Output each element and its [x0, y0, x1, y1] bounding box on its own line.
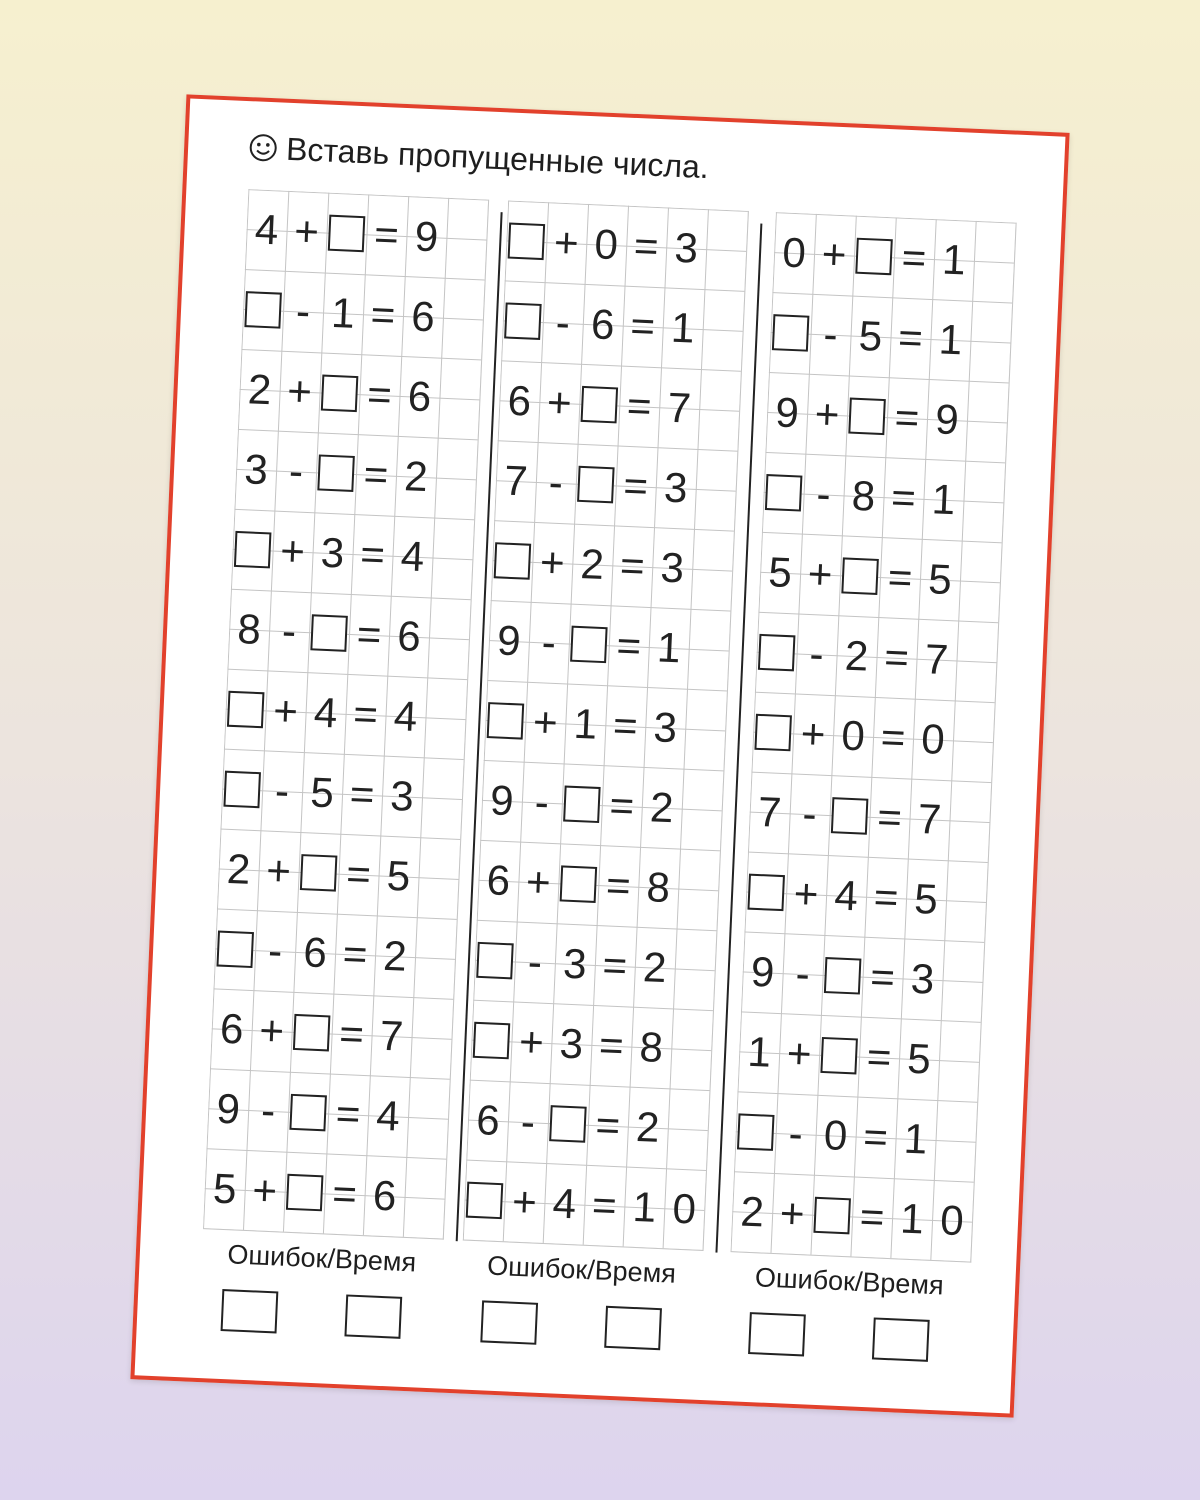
answer-box[interactable]	[568, 624, 610, 666]
equation-row	[221, 766, 463, 820]
operator-symbol: =	[615, 621, 643, 670]
equation-row	[745, 869, 987, 923]
operator-symbol: =	[619, 541, 646, 590]
number-digit: 2	[649, 783, 675, 832]
answer-box[interactable]	[291, 1012, 333, 1054]
operator-symbol: +	[792, 869, 820, 918]
number-digit: 4	[392, 691, 419, 740]
number-digit: 1	[670, 303, 696, 352]
blank-square[interactable]	[289, 1094, 327, 1132]
operator-symbol: -	[274, 766, 291, 815]
number-digit: 3	[319, 528, 346, 577]
operator-symbol: +	[272, 686, 299, 735]
answer-box[interactable]	[492, 540, 534, 582]
operator-symbol: -	[808, 630, 825, 678]
answer-box[interactable]	[287, 1092, 329, 1134]
number-digit: 9	[750, 947, 776, 996]
answer-box[interactable]	[575, 464, 617, 506]
answer-box[interactable]	[846, 395, 888, 437]
number-digit: 2	[635, 1102, 661, 1151]
operator-symbol: =	[605, 861, 632, 910]
equation-row	[228, 605, 470, 661]
equation-row	[214, 928, 456, 978]
operator-symbol: =	[876, 793, 903, 842]
operator-symbol: =	[594, 1101, 622, 1150]
blank-square[interactable]	[223, 771, 261, 809]
equation-row	[752, 709, 994, 763]
number-digit: 5	[309, 768, 335, 817]
blank-square[interactable]	[504, 302, 542, 340]
blank-square[interactable]	[754, 714, 792, 752]
number-digit: 2	[403, 452, 429, 501]
number-digit: 5	[385, 851, 412, 900]
number-digit: 7	[916, 794, 943, 843]
equation-row	[763, 472, 1005, 522]
answer-box[interactable]	[474, 940, 516, 982]
number-digit: 1	[902, 1114, 929, 1163]
answer-box[interactable]	[464, 1180, 506, 1222]
number-digit: 5	[212, 1164, 238, 1213]
answer-box[interactable]	[232, 529, 274, 571]
number-digit: 5	[913, 874, 939, 923]
equation-row	[464, 1177, 706, 1233]
operator-symbol: +	[778, 1189, 806, 1238]
blank-square[interactable]	[216, 931, 254, 969]
blank-square[interactable]	[328, 215, 366, 253]
number-digit: 1	[941, 235, 967, 284]
operator-symbol: +	[532, 698, 559, 747]
number-digit: 2	[382, 931, 408, 980]
number-digit: 3	[673, 223, 699, 272]
operator-symbol: -	[533, 778, 550, 826]
blank-square[interactable]	[824, 957, 862, 995]
number-digit: 9	[413, 212, 440, 261]
errors-time-label: Ошибок/Время	[754, 1262, 945, 1301]
number-digit: 7	[503, 456, 529, 505]
answer-box[interactable]	[558, 863, 600, 905]
blank-square[interactable]	[508, 223, 546, 261]
operator-symbol: -	[295, 287, 312, 335]
blank-square[interactable]	[848, 398, 886, 436]
operator-symbol: +	[525, 857, 552, 906]
errors-box[interactable]	[748, 1312, 806, 1356]
number-digit: 0	[939, 1196, 965, 1245]
blank-square[interactable]	[747, 874, 785, 912]
answer-box[interactable]	[756, 632, 798, 674]
number-digit: 8	[638, 1023, 665, 1072]
number-digit: 6	[475, 1095, 501, 1144]
blank-square[interactable]	[286, 1174, 324, 1212]
operator-symbol: +	[251, 1166, 279, 1215]
errors-time-label: Ошибок/Время	[486, 1250, 677, 1289]
equation-column-1	[203, 189, 489, 1240]
answer-box[interactable]	[298, 852, 340, 894]
equation-row	[770, 312, 1012, 362]
equation-column-3	[730, 212, 1016, 1263]
operator-symbol: -	[260, 1086, 277, 1135]
blank-square[interactable]	[310, 614, 348, 652]
equation-row	[218, 844, 460, 900]
operator-symbol: =	[893, 393, 921, 442]
equation-column-2	[463, 200, 749, 1251]
operator-symbol: =	[858, 1192, 886, 1241]
answer-box[interactable]	[242, 289, 284, 331]
number-digit: 1	[930, 475, 957, 524]
number-digit: 1	[937, 315, 964, 364]
blank-square[interactable]	[487, 702, 525, 740]
number-digit: 0	[671, 1184, 698, 1233]
answer-box[interactable]	[811, 1195, 853, 1237]
operator-symbol: -	[267, 926, 284, 975]
number-digit: 6	[590, 300, 616, 349]
blank-square[interactable]	[476, 942, 514, 980]
number-digit: 5	[857, 311, 884, 360]
blank-square[interactable]	[227, 691, 265, 729]
equation-row	[731, 1187, 973, 1245]
number-digit: 9	[489, 776, 515, 825]
equation-row	[232, 526, 474, 581]
operator-symbol: =	[334, 1089, 362, 1138]
number-digit: 2	[226, 844, 252, 893]
answer-box[interactable]	[506, 220, 548, 262]
operator-symbol: +	[265, 846, 292, 895]
operator-symbol: =	[872, 873, 900, 922]
operator-symbol: =	[373, 210, 400, 259]
answer-box[interactable]	[853, 236, 895, 278]
number-digit: 1	[330, 288, 356, 337]
operator-symbol: +	[546, 378, 573, 427]
number-digit: 4	[312, 688, 339, 737]
operator-symbol: =	[369, 290, 397, 339]
time-box[interactable]	[872, 1317, 930, 1361]
answer-box[interactable]	[485, 700, 527, 742]
operator-symbol: +	[511, 1177, 538, 1226]
number-digit: 7	[378, 1011, 405, 1060]
number-digit: 2	[579, 539, 606, 588]
number-digit: 0	[593, 220, 620, 269]
operator-symbol: +	[553, 218, 580, 267]
operator-symbol: =	[366, 370, 393, 419]
number-digit: 0	[840, 711, 866, 760]
answer-box[interactable]	[471, 1020, 513, 1062]
answer-box[interactable]	[578, 384, 620, 426]
operator-symbol: -	[822, 310, 839, 358]
answer-box[interactable]	[745, 872, 787, 914]
operator-symbol: =	[352, 690, 379, 739]
number-digit: 0	[822, 1111, 849, 1160]
number-digit: 3	[558, 1019, 585, 1068]
equation-row	[495, 456, 737, 512]
number-digit: 9	[215, 1084, 241, 1133]
operator-symbol: =	[348, 770, 376, 819]
equation-row	[773, 228, 1015, 284]
number-digit: 7	[757, 787, 783, 836]
blank-square[interactable]	[234, 531, 272, 569]
blank-square[interactable]	[772, 314, 810, 352]
number-digit: 6	[485, 856, 512, 905]
number-digit: 9	[774, 388, 800, 437]
operator-symbol: +	[820, 230, 848, 279]
number-digit: 8	[645, 863, 672, 912]
number-digit: 5	[906, 1034, 932, 1083]
equation-row	[204, 1164, 446, 1220]
answer-box[interactable]	[315, 452, 357, 494]
blank-square[interactable]	[549, 1105, 587, 1143]
time-box[interactable]	[344, 1294, 402, 1338]
answer-box[interactable]	[326, 213, 368, 255]
operator-symbol: =	[865, 1032, 893, 1081]
equation-row	[207, 1084, 449, 1140]
operator-symbol: =	[879, 713, 907, 762]
number-digit: 3	[389, 771, 415, 820]
operator-symbol: +	[806, 549, 834, 598]
errors-time-label: Ошибок/Время	[226, 1239, 417, 1278]
equation-row	[478, 856, 720, 912]
number-digit: 3	[659, 543, 685, 592]
number-digit: 3	[909, 954, 936, 1003]
page-title	[247, 129, 709, 190]
blank-square[interactable]	[473, 1022, 511, 1060]
answer-box[interactable]	[284, 1172, 326, 1214]
instruction-text: Вставь пропущенные числа.	[285, 130, 710, 186]
number-digit: 2	[246, 365, 273, 414]
number-digit: 1	[631, 1182, 658, 1231]
number-digit: 2	[642, 943, 668, 992]
number-digit: 9	[496, 616, 522, 665]
equation-row	[759, 548, 1001, 604]
blank-square[interactable]	[466, 1182, 504, 1220]
blank-square[interactable]	[820, 1037, 858, 1075]
equation-row	[246, 205, 488, 261]
operator-symbol: =	[626, 381, 653, 430]
operator-symbol: =	[897, 313, 924, 362]
number-digit: 0	[781, 228, 807, 277]
number-digit: 6	[219, 1004, 245, 1053]
operator-symbol: +	[293, 207, 320, 256]
number-digit: 6	[506, 376, 533, 425]
errors-box[interactable]	[480, 1300, 538, 1344]
operator-symbol: =	[612, 701, 639, 750]
operator-symbol: =	[862, 1112, 889, 1161]
blank-square[interactable]	[758, 634, 796, 672]
number-digit: 6	[371, 1171, 398, 1220]
number-digit: 4	[375, 1091, 401, 1140]
blank-square[interactable]	[577, 466, 615, 504]
answer-box[interactable]	[770, 312, 812, 354]
operator-symbol: +	[258, 1006, 285, 1055]
operator-symbol: =	[345, 850, 372, 899]
worksheet-page	[130, 94, 1069, 1417]
equation-row	[242, 289, 484, 339]
operator-symbol: =	[900, 233, 928, 282]
answer-box[interactable]	[319, 372, 361, 414]
blank-square[interactable]	[244, 291, 282, 329]
answer-box[interactable]	[214, 928, 256, 970]
answer-box[interactable]	[221, 769, 263, 811]
number-digit: 8	[850, 471, 877, 520]
operator-symbol: =	[598, 1021, 625, 1070]
equation-row	[738, 1027, 980, 1083]
blank-square[interactable]	[737, 1113, 775, 1151]
operator-symbol: =	[362, 450, 390, 499]
number-digit: 9	[934, 395, 960, 444]
operator-symbol: =	[341, 929, 369, 979]
number-digit: 5	[927, 555, 953, 604]
operator-symbol: +	[279, 526, 306, 575]
operator-symbol: +	[518, 1017, 545, 1066]
number-digit: 3	[562, 939, 588, 988]
equation-row	[225, 686, 467, 740]
number-digit: 2	[843, 631, 870, 680]
answer-box[interactable]	[822, 955, 864, 997]
operator-symbol: +	[539, 538, 566, 587]
operator-symbol: +	[813, 390, 841, 439]
blank-square[interactable]	[300, 854, 338, 892]
number-digit: 7	[923, 635, 950, 684]
operator-symbol: +	[799, 709, 827, 758]
number-digit: 6	[406, 372, 433, 421]
answer-box[interactable]	[829, 795, 871, 837]
blank-square[interactable]	[855, 238, 893, 276]
answer-box[interactable]	[502, 300, 544, 342]
answer-box[interactable]	[752, 712, 794, 754]
operator-symbol: -	[794, 949, 811, 998]
number-digit: 1	[572, 699, 599, 748]
operator-symbol: =	[338, 1009, 365, 1058]
operator-symbol: +	[286, 367, 313, 416]
number-digit: 5	[767, 548, 793, 597]
operator-symbol: =	[591, 1181, 618, 1230]
operator-symbol: =	[622, 461, 650, 510]
operator-symbol: -	[526, 938, 543, 986]
operator-symbol: -	[288, 447, 305, 495]
operator-symbol: =	[601, 941, 629, 990]
smiley-face-icon	[247, 132, 279, 171]
answer-box[interactable]	[839, 555, 881, 597]
number-digit: 4	[399, 532, 426, 581]
operator-symbol: =	[629, 301, 657, 350]
operator-symbol: =	[869, 953, 896, 1002]
operator-symbol: -	[519, 1097, 536, 1146]
blank-square[interactable]	[563, 785, 601, 823]
operator-symbol: +	[785, 1029, 813, 1078]
operator-symbol: =	[331, 1169, 358, 1218]
number-digit: 4	[833, 871, 859, 920]
errors-box[interactable]	[221, 1289, 279, 1333]
blank-square[interactable]	[293, 1014, 331, 1052]
equation-row	[211, 1004, 453, 1060]
equation-row	[235, 445, 477, 501]
number-digit: 3	[243, 445, 269, 494]
equation-row	[239, 365, 481, 421]
number-digit: 1	[656, 623, 682, 672]
blank-square[interactable]	[317, 454, 355, 492]
operator-symbol: =	[633, 222, 660, 271]
equation-row	[485, 700, 727, 750]
number-digit: 0	[920, 715, 946, 763]
time-box[interactable]	[604, 1306, 662, 1350]
number-digit: 6	[396, 612, 422, 661]
equation-row	[499, 376, 741, 432]
answer-box[interactable]	[547, 1103, 589, 1145]
blank-square[interactable]	[831, 797, 869, 835]
answer-box[interactable]	[308, 612, 350, 654]
number-digit: 6	[410, 292, 436, 341]
operator-symbol: =	[608, 781, 636, 830]
number-digit: 3	[663, 463, 689, 512]
operator-symbol: -	[787, 1109, 804, 1158]
equation-row	[492, 540, 734, 590]
operator-symbol: -	[815, 470, 832, 518]
number-digit: 2	[739, 1187, 765, 1236]
equation-row	[735, 1111, 977, 1161]
number-digit: 6	[302, 928, 328, 977]
operator-symbol: =	[883, 633, 910, 682]
operator-symbol: =	[890, 473, 917, 522]
operator-symbol: =	[355, 610, 383, 659]
equation-row	[474, 940, 716, 990]
number-digit: 3	[652, 703, 678, 752]
equation-row	[481, 776, 723, 832]
answer-box[interactable]	[735, 1111, 777, 1153]
answer-box[interactable]	[763, 472, 805, 514]
equation-row	[749, 787, 991, 843]
answer-box[interactable]	[561, 783, 603, 825]
answer-box[interactable]	[818, 1035, 860, 1077]
blank-square[interactable]	[560, 865, 598, 903]
blank-square[interactable]	[581, 386, 619, 424]
number-digit: 1	[899, 1194, 925, 1243]
equation-row	[766, 388, 1008, 444]
number-digit: 7	[666, 383, 692, 432]
equation-row	[756, 632, 998, 682]
operator-symbol: =	[359, 530, 386, 579]
equation-row	[471, 1017, 713, 1072]
operator-symbol: -	[547, 458, 564, 507]
blank-square[interactable]	[570, 626, 608, 664]
number-digit: 4	[551, 1179, 578, 1228]
answer-box[interactable]	[225, 689, 267, 731]
blank-square[interactable]	[813, 1197, 851, 1235]
number-digit: 1	[746, 1027, 772, 1076]
operator-symbol: -	[801, 789, 818, 838]
number-digit: 4	[253, 205, 280, 254]
operator-symbol: -	[281, 607, 298, 655]
blank-square[interactable]	[841, 557, 879, 595]
operator-symbol: -	[540, 618, 557, 666]
number-digit: 8	[236, 605, 262, 654]
blank-square[interactable]	[321, 375, 359, 413]
equation-row	[502, 300, 744, 350]
operator-symbol: -	[554, 298, 571, 347]
operator-symbol: =	[886, 553, 914, 602]
equation-row	[506, 220, 748, 270]
equation-row	[488, 616, 730, 672]
blank-square[interactable]	[765, 474, 803, 512]
equation-row	[742, 947, 984, 1003]
equation-row	[467, 1095, 709, 1151]
blank-square[interactable]	[494, 542, 532, 580]
